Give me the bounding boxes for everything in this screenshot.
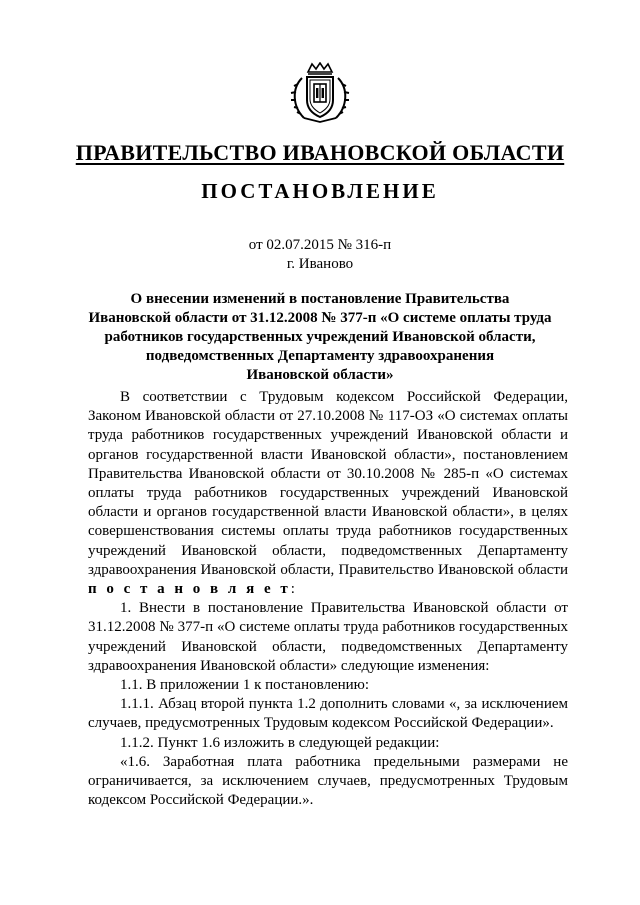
document-title [80,290,560,385]
document-body [88,388,568,810]
coat-of-arms-icon [288,62,352,126]
body-paragraph: 1.1.2. Пункт 1.6 изложить в следующей редакции: [120,734,440,751]
document-type: ПОСТАНОВЛЕНИЕ [201,179,439,203]
title-line: Ивановской области» [246,367,394,383]
city: г. Иваново [286,256,354,272]
title-line: подведомственных Департаменту здравоохранения [145,348,495,364]
resolves-punct: : [290,581,295,598]
body-paragraph: «1.6. Заработная плата работника предельными размерами не ограничивается, за исключением случаев, предусмотренных Трудовым кодексом Российской Федерации.». [88,753,568,809]
preamble-text: В соответствии с Трудовым кодексом Российской Федерации, Законом Ивановской области от 27.10.2008 № 117-ОЗ «О системах оплаты труда работников государственных учреждений Ивановской области и органов государственной власти Ивановской области», постановлением Правительства Ивановской области от 30.10.2008 № 285-п «О системах оплаты труда работников государственных учреждений Ивановской области и органов государственной власти Ивановской области», в целях совершенствования системы оплаты труда работников государственных учреждений Ивановской области, подведомственных Департаменту здравоохранения Ивановской области, Правительство Ивановской области [88,389,568,578]
title-line: О внесении изменений в постановление Правительства [130,291,510,307]
body-paragraph: 1.1. В приложении 1 к постановлению: [120,677,370,694]
title-line: работников государственных учреждений Ивановской области, [104,329,536,345]
resolves-word: п о с т а н о в л я е т [88,581,291,598]
preamble-paragraph [88,388,568,599]
date-number: от 02.07.2015 № 316-п [248,237,392,253]
body-paragraph: 1.1.1. Абзац второй пункта 1.2 дополнить словами «, за исключением случаев, предусмотренных Трудовым кодексом Российской Федерации». [88,696,568,732]
title-line: Ивановской области от 31.12.2008 № 377-п «О системе оплаты труда [88,310,552,326]
government-heading: ПРАВИТЕЛЬСТВО ИВАНОВСКОЙ ОБЛАСТИ [75,140,565,165]
body-paragraph: 1. Внести в постановление Правительства Ивановской области от 31.12.2008 № 377-п «О системе оплаты труда работников государственных учреждений Ивановской области, подведомственных Департаменту здравоохранения Ивановской области» следующие изменения: [88,600,568,674]
